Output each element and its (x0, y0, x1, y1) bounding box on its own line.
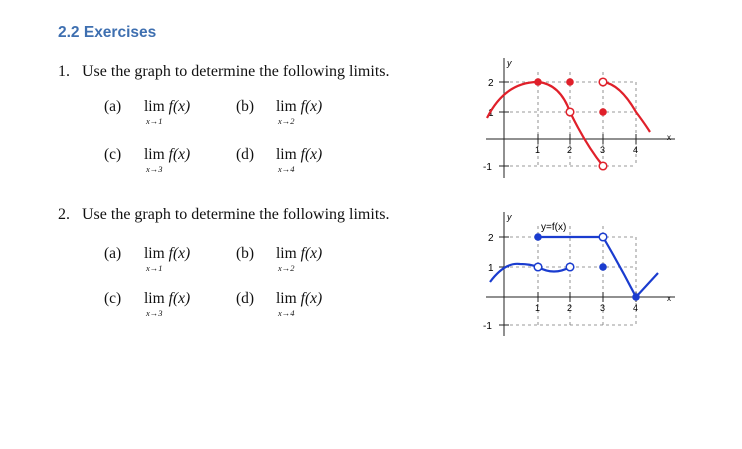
x-tick-label-2: 2 (567, 145, 573, 155)
axes (486, 212, 675, 336)
limit-subscript: x→1 (146, 263, 163, 273)
limit-subscript: x→2 (278, 263, 295, 273)
function-curve (490, 237, 658, 297)
lim-word: lim (276, 290, 297, 307)
closed-point (534, 78, 542, 86)
part-label: (a) (104, 98, 122, 115)
open-point (599, 162, 607, 170)
closed-point (599, 108, 607, 116)
y-tick-label-1: 1 (488, 263, 494, 274)
exercise-text: Use the graph to determine the following limits. (82, 63, 390, 80)
axes (486, 58, 675, 178)
y-tick-label-2: 2 (488, 78, 494, 89)
limit-subscript: x→3 (146, 308, 163, 318)
x-axis-label: x (667, 133, 671, 142)
function-expression: f(x) (300, 245, 323, 262)
open-point (599, 233, 607, 241)
x-tick-label-1: 1 (535, 145, 541, 155)
x-tick-label-1: 1 (535, 303, 541, 313)
closed-point (566, 78, 574, 86)
closed-point (632, 293, 640, 301)
x-tick-label-2: 2 (567, 303, 573, 313)
lim-word: lim (276, 146, 297, 163)
open-point (566, 263, 574, 271)
grid-lines (504, 226, 639, 325)
lim-word: lim (144, 146, 165, 163)
y-tick-label-1: 1 (488, 108, 494, 119)
part-label: (b) (236, 245, 255, 262)
function-expression: f(x) (300, 290, 323, 307)
limit-subscript: x→3 (146, 164, 163, 174)
lim-word: lim (144, 98, 165, 115)
function-expression: f(x) (168, 245, 191, 262)
limit-subscript: x→1 (146, 116, 163, 126)
open-point (599, 78, 607, 86)
function-expression: f(x) (168, 146, 191, 163)
function-expression: f(x) (168, 290, 191, 307)
open-point (534, 263, 542, 271)
closed-point (599, 263, 607, 271)
part-label: (d) (236, 146, 255, 163)
exercise-2-prompt (58, 206, 390, 224)
x-tick-label-3: 3 (600, 145, 606, 155)
function-label: y=f(x) (541, 222, 567, 233)
closed-point (534, 233, 542, 241)
part-label: (d) (236, 290, 255, 307)
exercise-1-prompt (58, 63, 390, 81)
section-title: 2.2 Exercises (58, 24, 157, 41)
x-axis-label: x (667, 294, 671, 303)
part-label: (c) (104, 146, 122, 163)
part-label: (c) (104, 290, 122, 307)
y-tick-label-neg1: -1 (483, 321, 492, 332)
lim-word: lim (276, 98, 297, 115)
limit-subscript: x→4 (278, 164, 295, 174)
part-label: (b) (236, 98, 255, 115)
part-label: (a) (104, 245, 122, 262)
lim-word: lim (144, 290, 165, 307)
lim-word: lim (144, 245, 165, 262)
y-axis-label: y (507, 212, 512, 222)
y-tick-label-neg1: -1 (483, 162, 492, 173)
grid-lines (504, 72, 639, 166)
exercise-text: Use the graph to determine the following limits. (82, 206, 390, 223)
y-tick-label-2: 2 (488, 233, 494, 244)
function-curve (487, 82, 650, 166)
function-expression: f(x) (300, 146, 323, 163)
function-expression: f(x) (300, 98, 323, 115)
x-tick-label-3: 3 (600, 303, 606, 313)
x-tick-label-4: 4 (633, 145, 639, 155)
limit-subscript: x→4 (278, 308, 295, 318)
open-point (566, 108, 574, 116)
y-axis-label: y (507, 58, 512, 68)
exercise-number: 2. (58, 206, 70, 223)
function-expression: f(x) (168, 98, 191, 115)
exercise-number: 1. (58, 63, 70, 80)
limit-subscript: x→2 (278, 116, 295, 126)
x-tick-label-4: 4 (633, 303, 639, 313)
lim-word: lim (276, 245, 297, 262)
